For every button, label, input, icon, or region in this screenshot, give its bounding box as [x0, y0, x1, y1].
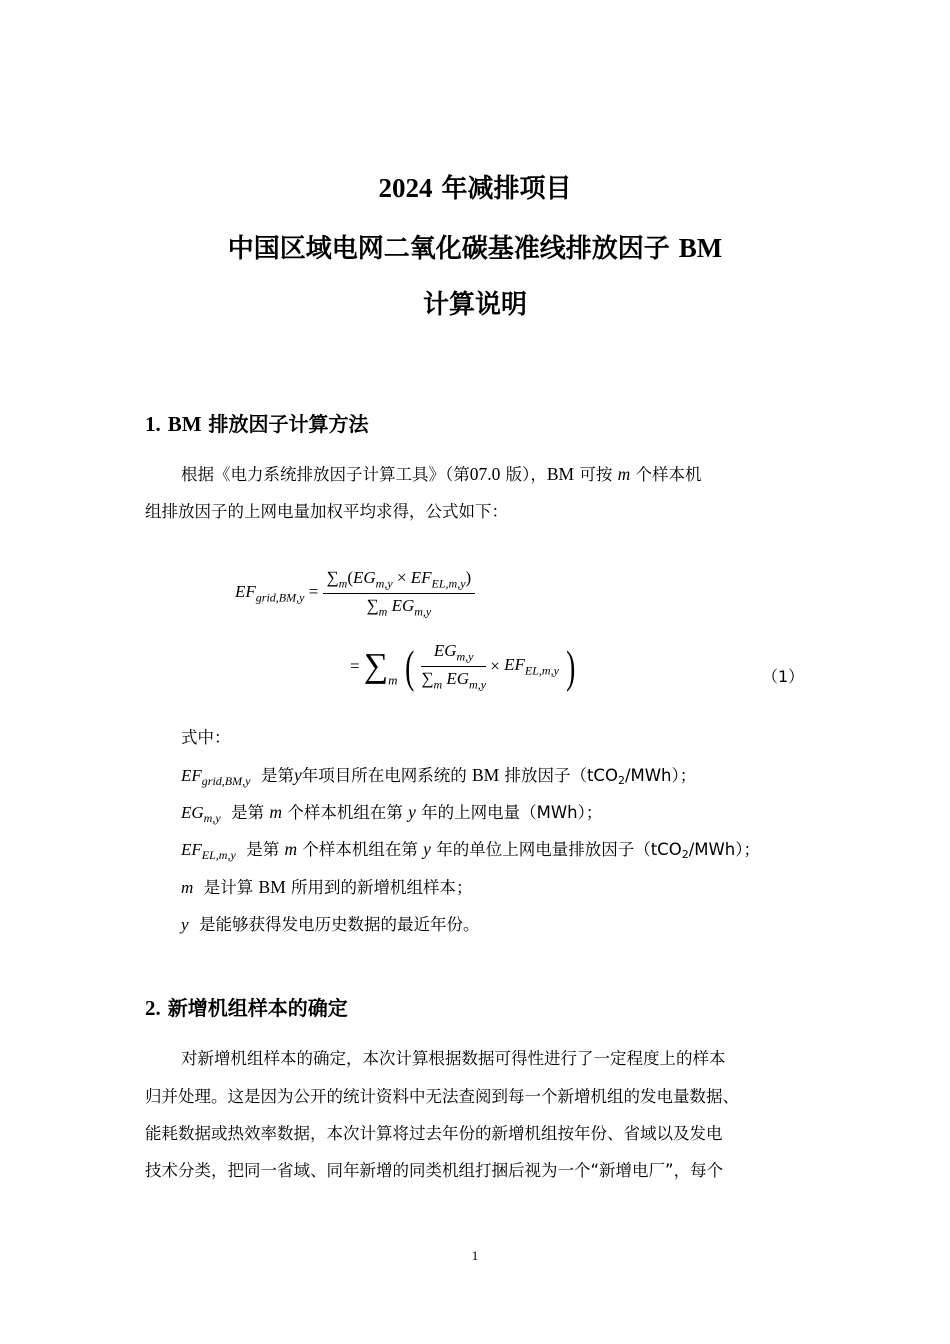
- section-2-paragraph-line-3: 能耗数据或热效率数据，本次计算将过去年份的新增机组按年份、省域以及发电: [145, 1124, 723, 1143]
- symbol-ef-el: $EF_{EL,m,y}$: [181, 840, 236, 862]
- definition-m: m 是计算 BM 所用到的新增机组样本；: [181, 877, 473, 897]
- section-1-paragraph-line-2: 组排放因子的上网电量加权平均求得，公式如下：: [145, 502, 508, 521]
- title-line-2: 中国区域电网二氧化碳基准线排放因子 BM: [227, 233, 723, 264]
- section-2-heading: 2. 新增机组样本的确定: [145, 996, 348, 1020]
- section-2-paragraph-line-1: 对新增机组样本的确定，本次计算根据数据可得性进行了一定程度上的样本: [181, 1049, 726, 1068]
- where-label: 式中：: [181, 728, 231, 747]
- symbol-ef-grid: $EF_{grid,BM,y}$: [181, 766, 251, 788]
- symbol-y: y: [181, 915, 189, 934]
- section-1-heading: 1. BM 排放因子计算方法: [145, 412, 369, 436]
- definition-ef-el: $EF_{EL,m,y}$ 是第 m 个样本机组在第 y 年的单位上网电量排放因子（tCO$_2$/MWh）；: [181, 839, 761, 862]
- page-number: 1: [471, 1248, 479, 1263]
- formula-fraction-2: $\frac{EG_{m,y}}{\sum_m EG_{m,y}}$: [421, 640, 487, 692]
- formula-fraction-1: $\frac{\sum_m(EG_{m,y} \times EF_{EL,m,y})}{\sum_m EG_{m,y}}$: [323, 568, 476, 620]
- formula-line-2: = $\sum_m$ ( $\frac{EG_{m,y}}{\sum_m EG_{m,y}}$ × $EF_{EL,m,y}$ ): [350, 640, 576, 692]
- equation-number: （1）: [762, 667, 805, 686]
- section-2-paragraph-line-4: 技术分类，把同一省域、同年新增的同类机组打捆后视为一个“新增电厂”，每个: [145, 1161, 724, 1180]
- definition-y: y 是能够获得发电历史数据的最近年份。: [181, 915, 480, 934]
- definition-ef-grid: $EF_{grid,BM,y}$ 是第y年项目所在电网系统的 BM 排放因子（tCO$_2$/MWh）；: [181, 765, 697, 788]
- title-line-3: 计算说明: [422, 290, 527, 320]
- formula-line-1: $EF_{grid,BM,y}$ = $\frac{\sum_m(EG_{m,y} \times EF_{EL,m,y})}{\sum_m EG_{m,y}}$: [235, 568, 475, 620]
- symbol-eg: $EG_{m,y}$: [181, 803, 221, 825]
- definition-eg: $EG_{m,y}$ 是第 m 个样本机组在第 y 年的上网电量（MWh）；: [181, 802, 603, 825]
- section-2-paragraph-line-2: 归并处理。这是因为公开的统计资料中无法查阅到每一个新增机组的发电量数据、: [145, 1087, 739, 1106]
- symbol-m: m: [181, 878, 194, 897]
- section-1-paragraph-line-1: 根据《电力系统排放因子计算工具》（第07.0 版），BM 可按 m 个样本机: [181, 464, 702, 484]
- title-line-1: 2024 年减排项目: [378, 173, 572, 204]
